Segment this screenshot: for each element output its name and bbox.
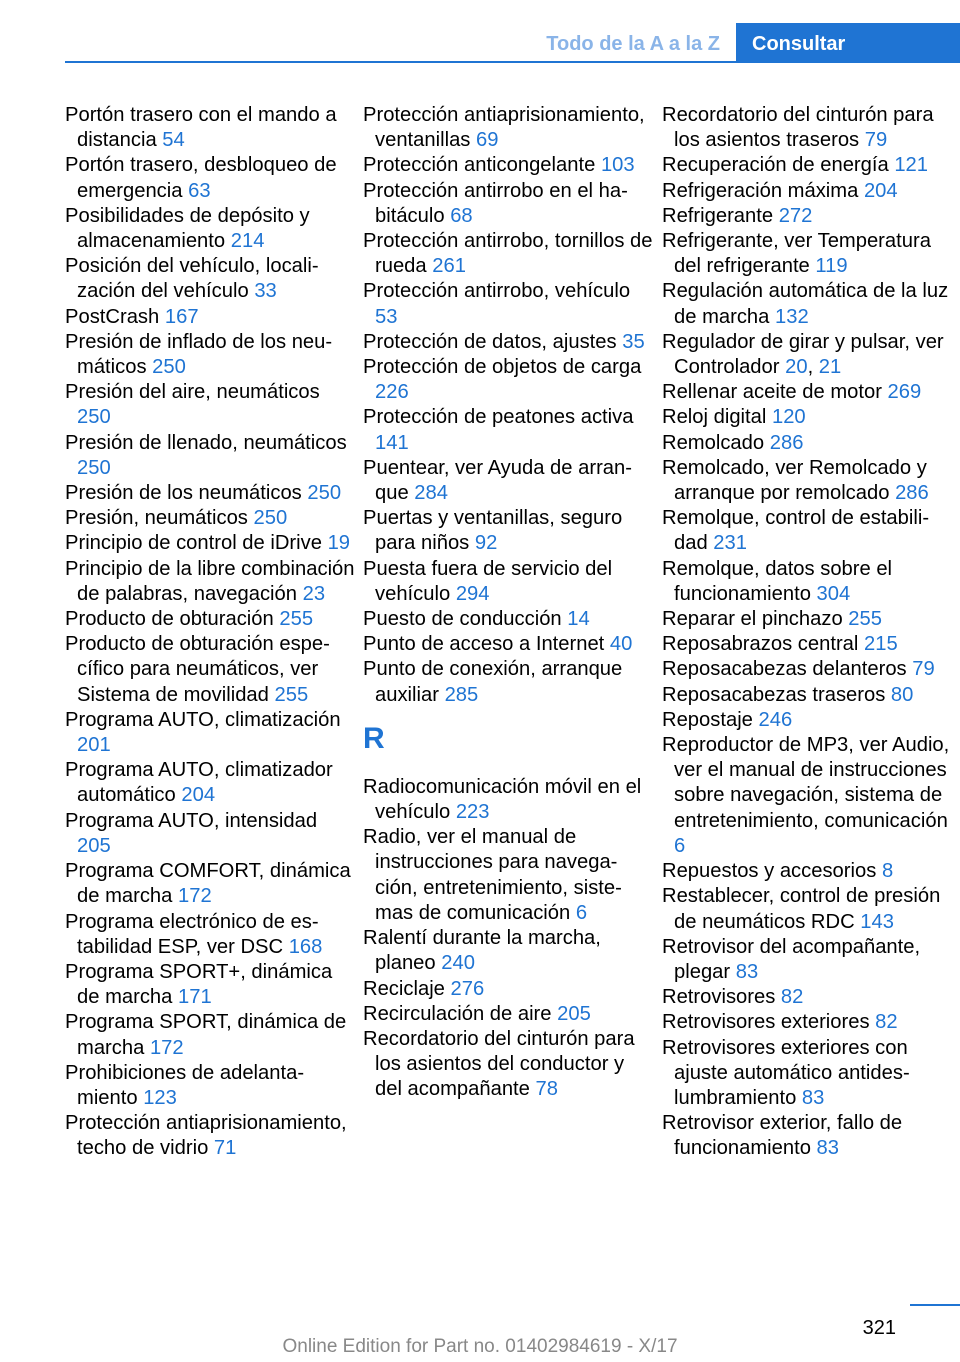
- index-entry: [65, 960, 355, 1010]
- index-entry: [363, 557, 653, 607]
- page-ref-link[interactable]: 205: [77, 834, 111, 857]
- index-term: Presión de inflado de los neumáticos: [65, 330, 333, 379]
- index-entry: [65, 330, 355, 380]
- page-ref-link[interactable]: 19: [327, 532, 351, 555]
- index-term: Regulación automática de la luz de marcha: [662, 280, 949, 328]
- index-entry: [363, 279, 653, 329]
- index-term: Principio de control de iDrive: [65, 532, 322, 555]
- index-entry: [65, 305, 355, 330]
- index-entry: [662, 1111, 952, 1161]
- page-ref-link[interactable]: 119: [815, 255, 848, 278]
- index-entry: [65, 607, 355, 632]
- index-term: Protección antirrobo, tornillos de rueda: [363, 230, 653, 278]
- index-entry: [65, 708, 355, 758]
- index-term: Puesta fuera de servicio del vehículo: [363, 557, 613, 605]
- index-entry: [662, 179, 952, 204]
- index-entry: [363, 607, 653, 632]
- index-term: Protección de objetos de carga: [363, 356, 642, 379]
- index-term: Retrovisores exteriores con ajuste automático antideslumbramiento: [662, 1036, 910, 1109]
- index-entry: [363, 825, 653, 926]
- index-term: Regulador de girar y pulsar, ver Controlador: [662, 330, 944, 379]
- index-term: Portón trasero con el mando a distancia: [65, 104, 337, 152]
- page-ref-link[interactable]: 121: [894, 154, 929, 177]
- index-entry: [662, 380, 952, 405]
- page-ref-link[interactable]: 53: [375, 305, 398, 328]
- page-ref-link[interactable]: 172: [178, 885, 212, 908]
- page-ref-link[interactable]: 82: [875, 1011, 898, 1034]
- index-term: Presión del aire, neumáticos: [65, 381, 320, 404]
- index-term: Ralentí durante la marcha, planeo: [363, 927, 601, 975]
- page-ref-link[interactable]: 250: [152, 356, 186, 379]
- index-term: Rellenar aceite de motor: [662, 381, 882, 404]
- page-ref-link[interactable]: 123: [143, 1086, 177, 1109]
- page-ref-link[interactable]: 167: [164, 305, 199, 328]
- index-entry: [65, 557, 355, 607]
- page-ref-link[interactable]: 250: [253, 507, 288, 530]
- index-entry: [662, 557, 952, 607]
- page-ref-link[interactable]: 35: [622, 330, 645, 353]
- index-term: Recordatorio del cinturón para los asientos traseros: [662, 104, 934, 152]
- index-entry: [65, 859, 355, 909]
- index-entry: [662, 153, 952, 178]
- index-entry: [363, 657, 653, 707]
- page-ref-link[interactable]: 215: [863, 633, 898, 656]
- index-term: Protección antirrobo, vehículo: [363, 280, 631, 303]
- index-term: PostCrash: [65, 305, 160, 328]
- page-ref-link[interactable]: 286: [895, 482, 929, 505]
- index-entry: [662, 935, 952, 985]
- index-entry: [65, 380, 355, 430]
- index-term: Remolcado: [662, 431, 765, 454]
- index-entry: [662, 431, 952, 456]
- index-term: Punto de acceso a Internet: [363, 633, 605, 656]
- index-entry: [363, 506, 653, 556]
- page-ref-link[interactable]: 204: [181, 784, 216, 807]
- header-rule: [65, 61, 960, 63]
- page-ref-link[interactable]: 63: [188, 179, 211, 202]
- page-ref-link[interactable]: 80: [890, 683, 914, 706]
- footer-rule: [910, 1304, 960, 1306]
- index-term: Remolque, control de estabilidad: [662, 507, 930, 555]
- index-term: Reposacabezas delanteros: [662, 658, 907, 681]
- index-term: Programa SPORT+, dinámica de marcha: [65, 960, 333, 1009]
- index-entry: [65, 103, 355, 153]
- page-ref-link[interactable]: 21: [818, 356, 842, 379]
- index-entry: [662, 733, 952, 859]
- index-term: Presión, neumáticos: [65, 507, 248, 530]
- page-ref-link[interactable]: 250: [77, 456, 111, 479]
- index-entry: [662, 229, 952, 279]
- index-term: Principio de la libre combinación de palabras, navegación: [65, 557, 355, 605]
- page-ref-link[interactable]: 103: [600, 154, 635, 177]
- page-ref-link[interactable]: 250: [307, 482, 342, 505]
- index-term: Reparar el pinchazo: [662, 608, 843, 631]
- index-term: Protección de datos, ajustes: [363, 330, 617, 353]
- index-entry: [65, 481, 355, 506]
- index-entry: [363, 179, 653, 229]
- page-ref-link[interactable]: 168: [288, 935, 323, 958]
- index-term: Repuestos y accesorios: [662, 860, 877, 883]
- index-term: Puentear, ver Ayuda de arranque: [363, 456, 632, 505]
- index-term: Recuperación de energía: [662, 154, 889, 177]
- index-entry: Regulador de girar y pulsar, ver Controlador 20, 21: [662, 330, 944, 379]
- index-entry: [662, 405, 952, 430]
- index-term: Protección anticongelante: [363, 154, 596, 177]
- page-ref-link[interactable]: 54: [162, 129, 185, 152]
- index-entry: [65, 910, 355, 960]
- index-entry: [662, 279, 952, 329]
- index-term: Repostaje: [662, 708, 753, 731]
- page-ref-link[interactable]: 204: [863, 179, 898, 202]
- page-ref-link[interactable]: 255: [848, 608, 882, 631]
- index-term: Radio, ver el manual de instrucciones para navegación, entretenimiento, sistemas de comunicación: [363, 826, 622, 924]
- index-column-3: [662, 103, 952, 1162]
- page-ref-link[interactable]: 20: [785, 356, 808, 379]
- index-entry: [65, 431, 355, 481]
- index-term: Recirculación de aire: [363, 1002, 552, 1025]
- page-ref-link[interactable]: 171: [178, 986, 212, 1009]
- index-term: Refrigerante: [662, 204, 774, 227]
- page-ref-link[interactable]: 261: [432, 255, 466, 278]
- page-ref-link[interactable]: 79: [912, 658, 935, 681]
- consultar-tab[interactable]: Consultar: [736, 23, 960, 62]
- page-ref-link[interactable]: 40: [609, 633, 633, 656]
- page-ref-link[interactable]: 6: [674, 834, 686, 857]
- index-term: Reciclaje: [363, 977, 445, 1000]
- index-term: Puertas y ventanillas, seguro para niños: [363, 507, 623, 555]
- page-ref-link[interactable]: 14: [567, 608, 590, 631]
- page-ref-link[interactable]: 205: [557, 1002, 591, 1025]
- index-term: Posibilidades de depósito y almacenamiento: [65, 204, 310, 253]
- page-ref-link[interactable]: 246: [758, 708, 793, 731]
- index-entry: [662, 884, 952, 934]
- index-term: Posición del vehículo, localización del vehículo: [65, 255, 319, 303]
- index-entry: [363, 330, 653, 355]
- index-entry: [662, 1010, 952, 1035]
- index-entry: [363, 456, 653, 506]
- index-entry: [65, 758, 355, 808]
- section-letter: R: [363, 721, 385, 755]
- index-column-2: [363, 103, 653, 1103]
- index-term: Retrovisores: [662, 986, 776, 1009]
- index-entry: [363, 405, 653, 455]
- index-term: Programa AUTO, climatización: [65, 708, 341, 731]
- page-ref-link[interactable]: 250: [77, 406, 111, 429]
- index-column-1: [65, 103, 355, 1162]
- edition-note: Online Edition for Part no. 01402984619 - X/17: [282, 1336, 678, 1357]
- index-term: Retrovisor exterior, fallo de funcionamiento: [662, 1112, 903, 1160]
- index-entry: [662, 1036, 952, 1112]
- page-ref-link[interactable]: 68: [450, 204, 473, 227]
- section-label[interactable]: Todo de la A a la Z: [546, 33, 720, 55]
- page-header: [0, 0, 960, 64]
- index-term: Reposacabezas traseros: [662, 683, 886, 706]
- index-term: Reproductor de MP3, ver Audio, ver el manual de instrucciones sobre navegación, sistema de entretenimiento, comunicación: [662, 734, 950, 832]
- index-entry: [363, 1002, 653, 1027]
- page-ref-link[interactable]: 83: [816, 1137, 839, 1160]
- index-entry: [662, 103, 952, 153]
- index-term: Portón trasero, desbloqueo de emergencia: [65, 154, 337, 202]
- page-ref-link[interactable]: 240: [441, 952, 475, 975]
- index-term: Presión de los neumáticos: [65, 482, 302, 505]
- page-ref-link[interactable]: 255: [274, 683, 309, 706]
- index-term: Punto de conexión, arranque auxiliar: [363, 658, 623, 706]
- page-ref-link[interactable]: 286: [769, 431, 804, 454]
- index-entry: [363, 153, 653, 178]
- index-term: Remolque, datos sobre el funcionamiento: [662, 557, 893, 605]
- page-ref-link[interactable]: 294: [455, 582, 490, 605]
- index-entry: [65, 1061, 355, 1111]
- index-entry: [662, 657, 952, 682]
- page-ref-link[interactable]: 276: [450, 977, 485, 1000]
- page-ref-link[interactable]: 285: [444, 683, 479, 706]
- index-entry: [662, 859, 952, 884]
- index-entry: [363, 632, 653, 657]
- index-entry: [65, 204, 355, 254]
- page-ref-link[interactable]: 79: [864, 129, 888, 152]
- index-term: Producto de obturación: [65, 608, 274, 631]
- page-ref-link[interactable]: 214: [230, 230, 265, 253]
- page-ref-link[interactable]: 255: [279, 608, 314, 631]
- index-entry: [363, 977, 653, 1002]
- index-entry: [65, 531, 355, 556]
- page-ref-link[interactable]: 269: [887, 381, 922, 404]
- page-ref-link[interactable]: 143: [860, 910, 894, 933]
- index-term: Protección antirrobo en el habitáculo: [363, 179, 628, 227]
- index-term: Protección de peatones activa: [363, 406, 634, 429]
- page-number: 321: [862, 1317, 896, 1339]
- page-ref-link[interactable]: 272: [778, 204, 813, 227]
- page-ref-link[interactable]: 226: [375, 381, 409, 404]
- index-term: Radiocomunicación móvil en el vehículo: [363, 775, 642, 824]
- index-term: Programa COMFORT, dinámica de marcha: [65, 860, 351, 908]
- index-entry: [662, 506, 952, 556]
- index-entry: [65, 809, 355, 859]
- page-ref-link[interactable]: 71: [213, 1137, 237, 1160]
- index-term: Producto de obturación específico para neumáticos, ver Sistema de movilidad: [65, 633, 330, 706]
- index-entry: [662, 204, 952, 229]
- index-entry: [363, 229, 653, 279]
- index-term: Prohibiciones de adelantamiento: [65, 1061, 305, 1109]
- index-entry: [363, 775, 653, 825]
- page-ref-link[interactable]: 83: [801, 1086, 825, 1109]
- page-ref-link[interactable]: 82: [780, 986, 804, 1009]
- index-entry: [662, 456, 952, 506]
- page-ref-link[interactable]: 284: [414, 482, 448, 505]
- index-entry: [65, 506, 355, 531]
- index-term: Refrigeración máxima: [662, 179, 859, 202]
- page-ref-link[interactable]: 223: [455, 801, 490, 824]
- index-term: Presión de llenado, neumáticos: [65, 431, 347, 454]
- index-term: Protección antiaprisionamiento, techo de vidrio: [65, 1112, 347, 1160]
- index-entry: [363, 355, 653, 405]
- index-term: Programa AUTO, intensidad: [65, 809, 318, 832]
- page-ref-link[interactable]: 304: [816, 582, 851, 605]
- index-entry: [662, 607, 952, 632]
- index-term: Protección antiaprisionamiento, ventanillas: [363, 104, 645, 152]
- index-term: Programa SPORT, dinámica de marcha: [65, 1011, 347, 1059]
- index-term: Restablecer, control de presión de neumáticos RDC: [662, 885, 941, 933]
- page-ref-link[interactable]: 231: [713, 532, 747, 555]
- page-ref-link[interactable]: 141: [375, 431, 409, 454]
- index-term: Programa AUTO, climatizador automático: [65, 759, 333, 807]
- index-term: Retrovisor del acompañante, plegar: [662, 935, 921, 983]
- page-ref-link[interactable]: 6: [575, 901, 588, 924]
- page-ref-link[interactable]: 33: [254, 280, 277, 303]
- index-entry: [65, 1111, 355, 1161]
- index-entry: [363, 1027, 653, 1103]
- index-term: Remolcado, ver Remolcado y arranque por remolcado: [662, 456, 927, 505]
- index-term: Puesto de conducción: [363, 608, 562, 631]
- index-entry: [65, 254, 355, 304]
- index-entry: [65, 632, 355, 708]
- page-ref-link[interactable]: 78: [535, 1078, 558, 1101]
- index-term: Programa electrónico de estabilidad ESP, ver DSC: [65, 910, 319, 958]
- index-entry: [662, 985, 952, 1010]
- index-entry: [662, 683, 952, 708]
- index-term: Retrovisores exteriores: [662, 1011, 870, 1034]
- index-entry: [662, 632, 952, 657]
- page-ref-link[interactable]: 92: [474, 532, 498, 555]
- index-entry: [65, 153, 355, 203]
- index-term: Recordatorio del cinturón para los asientos del conductor y del acompañante: [363, 1027, 635, 1101]
- page-ref-link[interactable]: 201: [77, 734, 111, 757]
- index-entry: [363, 926, 653, 976]
- page-ref-link[interactable]: 132: [775, 305, 809, 328]
- page-ref-link[interactable]: 23: [302, 582, 326, 605]
- index-entry: [662, 708, 952, 733]
- page-ref-link[interactable]: 172: [149, 1036, 184, 1059]
- page-ref-link[interactable]: 69: [476, 129, 499, 152]
- index-entry: [65, 1010, 355, 1060]
- page-ref-link[interactable]: 83: [735, 960, 759, 983]
- index-term: Reposabrazos central: [662, 633, 859, 656]
- index-term: Reloj digital: [662, 406, 767, 429]
- page-ref-link[interactable]: 8: [881, 860, 894, 883]
- index-entry: [363, 103, 653, 153]
- index-term: Refrigerante, ver Temperatura del refrigerante: [662, 230, 931, 278]
- page-ref-link[interactable]: 120: [771, 406, 806, 429]
